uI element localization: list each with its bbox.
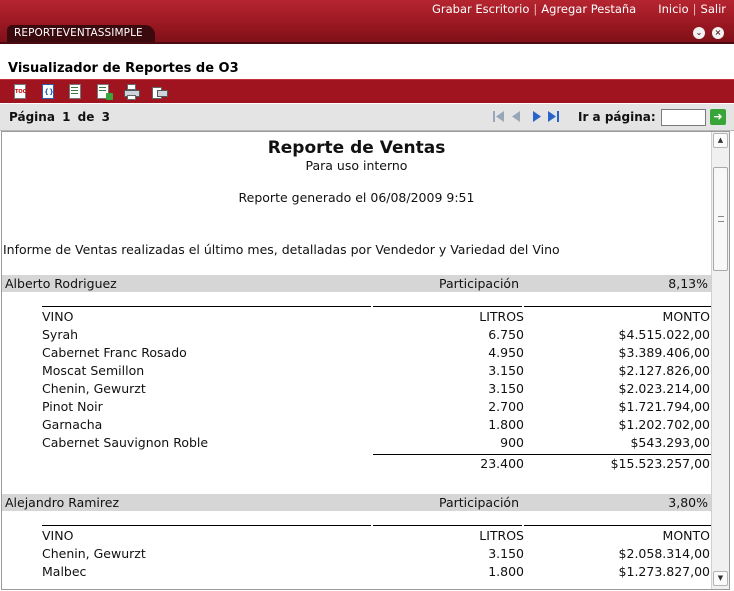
seller-name: Alberto Rodriguez — [5, 276, 117, 291]
export-pdf-icon[interactable]: {} — [41, 84, 56, 100]
table-row — [42, 562, 711, 580]
table-row — [42, 343, 711, 361]
add-tab-link[interactable]: Agregar Pestaña — [541, 2, 637, 16]
app-header — [0, 0, 734, 42]
report-description: Informe de Ventas realizadas el último mes, detalladas por Vendedor y Variedad del Vino — [3, 242, 560, 257]
tab-reporteventassimple[interactable]: REPORTEVENTASSIMPLE — [7, 25, 155, 42]
current-page: 1 — [62, 110, 71, 124]
cell-litros: 4.950 — [488, 345, 524, 360]
first-page-icon[interactable] — [492, 110, 506, 123]
seller-name: Alejandro Ramirez — [5, 495, 120, 510]
column-monto: MONTO — [662, 528, 710, 543]
cell-litros: 1.800 — [488, 564, 524, 579]
last-page-icon[interactable] — [547, 110, 561, 123]
close-icon[interactable]: × — [712, 27, 724, 39]
table-row — [42, 433, 711, 451]
grip-icon — [718, 216, 724, 222]
pager-bar — [0, 104, 734, 131]
cell-monto: $2.058.314,00 — [618, 546, 710, 561]
goto-page-input[interactable] — [661, 109, 706, 126]
table-row — [42, 397, 711, 415]
goto-page-label: Ir a página: — [578, 110, 656, 124]
scroll-down-icon[interactable]: ▼ — [713, 571, 728, 586]
cell-litros: 6.750 — [488, 327, 524, 342]
report-scrollbar[interactable] — [711, 132, 729, 589]
cell-monto: $1.273.827,00 — [618, 564, 710, 579]
page-of-label: de — [77, 110, 95, 124]
table-header — [42, 526, 711, 545]
participation-label: Participación — [439, 276, 520, 291]
cell-monto: $2.127.826,00 — [618, 363, 710, 378]
print-icon[interactable] — [124, 84, 139, 100]
cell-litros: 3.150 — [488, 381, 524, 396]
table-header — [42, 307, 711, 326]
cell-vino: Chenin, Gewurzt — [42, 546, 146, 561]
home-link[interactable]: Inicio — [658, 2, 689, 16]
print-setup-icon[interactable] — [152, 84, 167, 100]
minimize-icon[interactable]: ⌄ — [693, 27, 705, 39]
page-indicator — [9, 110, 110, 124]
next-page-icon[interactable] — [532, 110, 543, 123]
seller-band — [2, 275, 711, 292]
table-row — [42, 544, 711, 562]
column-litros: LITROS — [479, 309, 524, 324]
cell-vino: Cabernet Franc Rosado — [42, 345, 187, 360]
cell-vino: Moscat Semillon — [42, 363, 145, 378]
header-divider — [0, 42, 734, 44]
cell-monto: $4.515.022,00 — [618, 327, 710, 342]
viewer-title: Visualizador de Reportes de O3 — [8, 61, 239, 76]
column-monto: MONTO — [662, 309, 710, 324]
cell-litros: 2.700 — [488, 399, 524, 414]
total-divider — [373, 454, 711, 455]
participation-value: 3,80% — [668, 495, 708, 510]
cell-vino: Pinot Noir — [42, 399, 103, 414]
logout-link[interactable]: Salir — [700, 2, 726, 16]
previous-page-icon[interactable] — [511, 110, 522, 123]
cell-monto: $1.721.794,00 — [618, 399, 710, 414]
toc-icon[interactable]: TOC — [13, 84, 28, 100]
cell-litros: 1.800 — [488, 417, 524, 432]
total-litros: 23.400 — [480, 456, 524, 471]
cell-monto: $543.293,00 — [630, 435, 710, 450]
report-viewport — [2, 131, 711, 589]
cell-litros: 3.150 — [488, 363, 524, 378]
report-title: Reporte de Ventas — [267, 138, 446, 158]
cell-vino: Garnacha — [42, 417, 103, 432]
total-pages: 3 — [101, 110, 110, 124]
header-rule — [524, 306, 711, 307]
scroll-up-icon[interactable]: ▲ — [713, 133, 728, 148]
column-litros: LITROS — [479, 528, 524, 543]
cell-monto: $3.389.406,00 — [618, 345, 710, 360]
cell-monto: $2.023.214,00 — [618, 381, 710, 396]
header-links: Grabar Escritorio | Agregar Pestaña Inicio | Salir — [431, 2, 726, 16]
report-generated: Reporte generado el 06/08/2009 9:51 — [238, 190, 475, 205]
header-rule — [524, 525, 711, 526]
participation-label: Participación — [439, 495, 520, 510]
cell-vino: Syrah — [42, 327, 79, 342]
participation-value: 8,13% — [668, 276, 708, 291]
header-rule — [42, 525, 371, 526]
cell-vino: Malbec — [42, 564, 87, 579]
header-rule — [42, 306, 371, 307]
export-excel-icon[interactable] — [68, 84, 83, 100]
column-vino: VINO — [42, 309, 74, 324]
cell-monto: $1.202.702,00 — [618, 417, 710, 432]
table-row — [42, 325, 711, 343]
cell-litros: 3.150 — [488, 546, 524, 561]
column-vino: VINO — [42, 528, 74, 543]
seller-band — [2, 494, 711, 511]
cell-vino: Chenin, Gewurzt — [42, 381, 146, 396]
table-row — [42, 361, 711, 379]
report-subtitle: Para uso interno — [305, 158, 408, 173]
header-rule — [373, 306, 522, 307]
export-data-icon[interactable] — [96, 84, 111, 100]
table-row — [42, 379, 711, 397]
total-monto: $15.523.257,00 — [610, 456, 710, 471]
table-row — [42, 415, 711, 433]
page-label: Página — [9, 110, 55, 124]
save-desktop-link[interactable]: Grabar Escritorio — [431, 2, 530, 16]
table-total-row — [42, 454, 711, 472]
scroll-thumb[interactable] — [713, 167, 728, 271]
cell-vino: Cabernet Sauvignon Roble — [42, 435, 209, 450]
goto-page-button[interactable]: ➜ — [710, 109, 726, 125]
cell-litros: 900 — [500, 435, 524, 450]
report-toolbar — [0, 79, 734, 103]
header-rule — [373, 525, 522, 526]
